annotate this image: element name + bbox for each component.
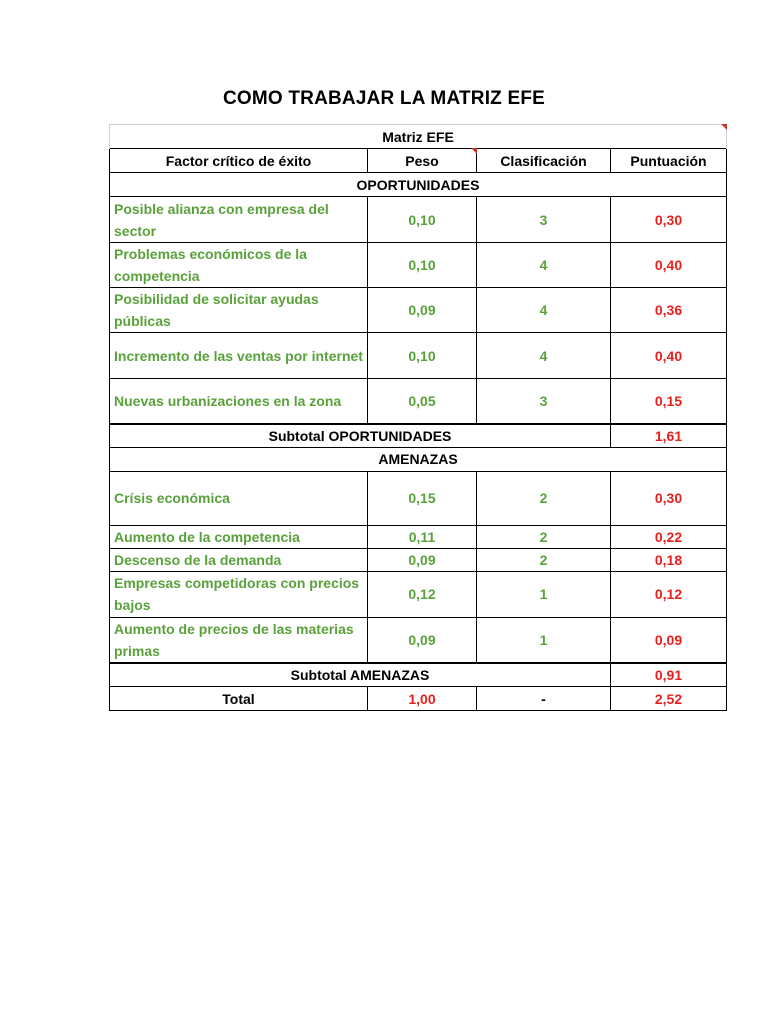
factor-cell: Crísis económica	[110, 471, 368, 525]
subtotal-amenazas-label: Subtotal AMENAZAS	[110, 663, 611, 687]
clasificacion-cell: 3	[477, 379, 611, 424]
header-factor: Factor crítico de éxito	[110, 149, 368, 173]
peso-cell: 0,12	[368, 571, 477, 617]
clasificacion-cell: 2	[477, 548, 611, 571]
clasificacion-cell: 3	[477, 197, 611, 243]
section-oportunidades: OPORTUNIDADES	[110, 173, 727, 197]
total-row	[110, 687, 727, 711]
total-puntuacion: 2,52	[611, 687, 727, 711]
table-row	[110, 525, 727, 548]
peso-cell: 0,09	[368, 288, 477, 333]
table-row	[110, 197, 727, 243]
section-amenazas-row	[110, 447, 727, 471]
peso-cell: 0,15	[368, 471, 477, 525]
factor-cell: Problemas económicos de la competencia	[110, 243, 368, 288]
clasificacion-cell: 1	[477, 617, 611, 663]
table-row	[110, 548, 727, 571]
table-row	[110, 471, 727, 525]
subtotal-amenazas-row	[110, 663, 727, 687]
table-row	[110, 379, 727, 424]
puntuacion-cell: 0,36	[611, 288, 727, 333]
table-row	[110, 243, 727, 288]
factor-cell: Descenso de la demanda	[110, 548, 368, 571]
table-row	[110, 333, 727, 379]
total-peso: 1,00	[368, 687, 477, 711]
table-row	[110, 288, 727, 333]
subtotal-oportunidades-label: Subtotal OPORTUNIDADES	[110, 424, 611, 448]
factor-cell: Aumento de precios de las materias primas	[110, 617, 368, 663]
table-row	[110, 571, 727, 617]
factor-cell: Empresas competidoras con precios bajos	[110, 571, 368, 617]
factor-cell: Aumento de la competencia	[110, 525, 368, 548]
clasificacion-cell: 2	[477, 471, 611, 525]
table-caption: Matriz EFE	[110, 125, 727, 149]
peso-cell: 0,10	[368, 333, 477, 379]
factor-cell: Incremento de las ventas por internet	[110, 333, 368, 379]
table-row	[110, 617, 727, 663]
efe-table-body	[110, 125, 727, 711]
clasificacion-cell: 4	[477, 243, 611, 288]
clasificacion-cell: 4	[477, 333, 611, 379]
peso-cell: 0,09	[368, 548, 477, 571]
factor-cell: Posibilidad de solicitar ayudas públicas	[110, 288, 368, 333]
section-oportunidades-row	[110, 173, 727, 197]
subtotal-oportunidades-row	[110, 424, 727, 448]
clasificacion-cell: 2	[477, 525, 611, 548]
peso-cell: 0,11	[368, 525, 477, 548]
table-caption-row	[110, 125, 727, 149]
factor-cell: Posible alianza con empresa del sector	[110, 197, 368, 243]
clasificacion-cell: 4	[477, 288, 611, 333]
puntuacion-cell: 0,18	[611, 548, 727, 571]
subtotal-amenazas-value: 0,91	[611, 663, 727, 687]
clasificacion-cell: 1	[477, 571, 611, 617]
puntuacion-cell: 0,30	[611, 197, 727, 243]
efe-matrix-table	[109, 124, 727, 711]
puntuacion-cell: 0,40	[611, 243, 727, 288]
puntuacion-cell: 0,15	[611, 379, 727, 424]
puntuacion-cell: 0,22	[611, 525, 727, 548]
puntuacion-cell: 0,40	[611, 333, 727, 379]
puntuacion-cell: 0,30	[611, 471, 727, 525]
page-title: COMO TRABAJAR LA MATRIZ EFE	[222, 88, 546, 109]
table-header-row	[110, 149, 727, 173]
header-clasificacion: Clasificación	[477, 149, 611, 173]
puntuacion-cell: 0,12	[611, 571, 727, 617]
subtotal-oportunidades-value: 1,61	[611, 424, 727, 448]
puntuacion-cell: 0,09	[611, 617, 727, 663]
total-label: Total	[110, 687, 368, 711]
peso-cell: 0,09	[368, 617, 477, 663]
total-clasificacion: -	[477, 687, 611, 711]
section-amenazas: AMENAZAS	[110, 447, 727, 471]
peso-cell: 0,05	[368, 379, 477, 424]
factor-cell: Nuevas urbanizaciones en la zona	[110, 379, 368, 424]
peso-cell: 0,10	[368, 243, 477, 288]
header-puntuacion: Puntuación	[611, 149, 727, 173]
peso-cell: 0,10	[368, 197, 477, 243]
header-peso: Peso	[368, 149, 477, 173]
